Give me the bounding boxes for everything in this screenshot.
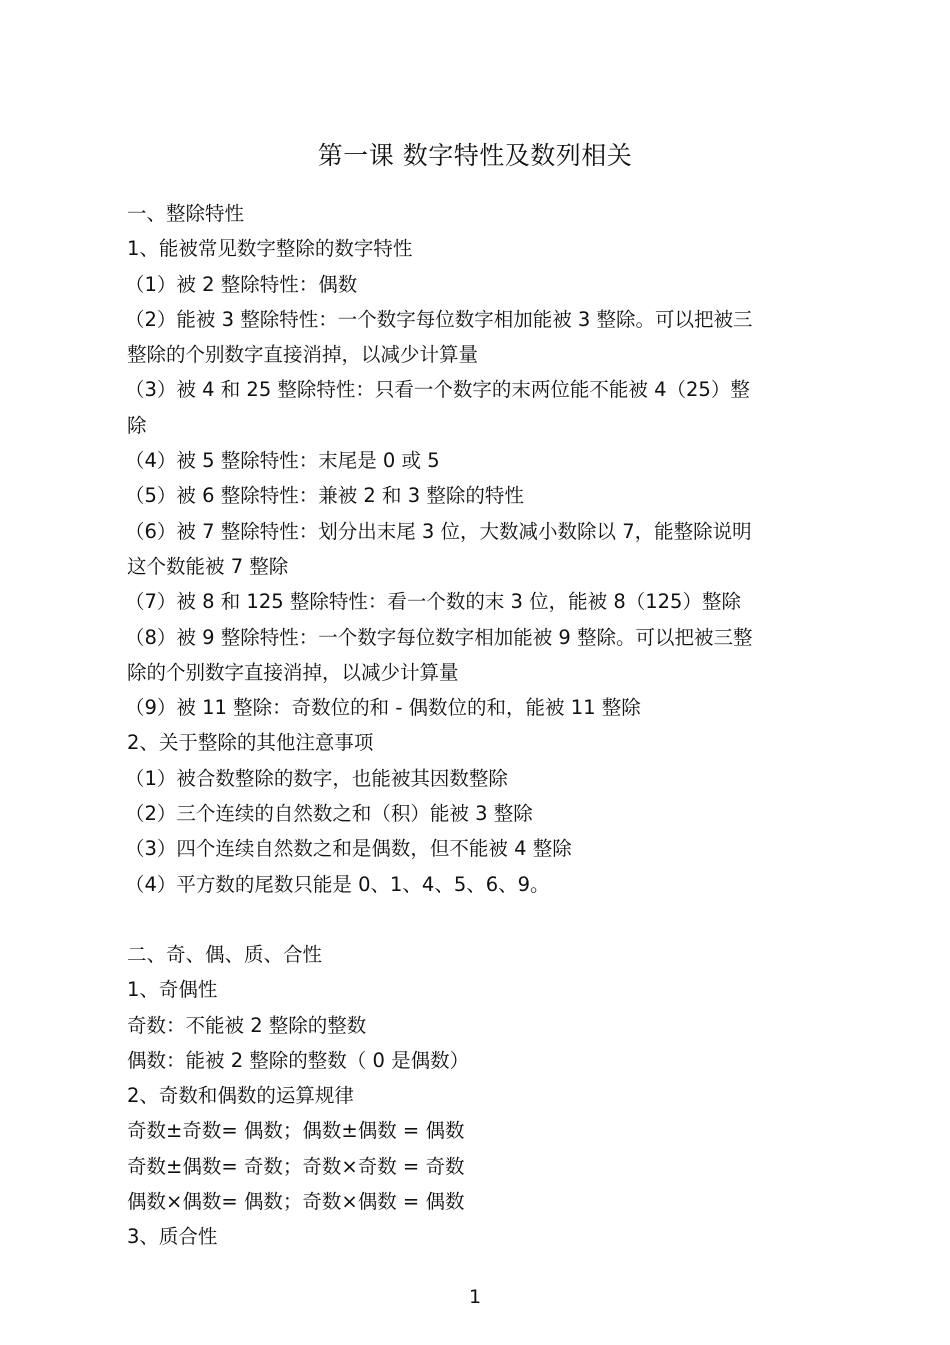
text-line: 奇数：不能被 2 整除的整数 xyxy=(127,1013,367,1037)
subsection-heading-primality: 3、质合性 xyxy=(127,1225,218,1249)
subsection-heading-common-divisors: 1、能被常见数字整除的数字特性 xyxy=(127,237,413,261)
subsection-heading-parity: 1、奇偶性 xyxy=(127,978,218,1002)
text-line: （6）被 7 整除特性：划分出末尾 3 位，大数减小数除以 7，能整除说明 xyxy=(125,519,752,543)
page-number: 1 xyxy=(468,1286,482,1308)
text-line: （5）被 6 整除特性：兼被 2 和 3 整除的特性 xyxy=(125,484,524,508)
text-line: （1）被合数整除的数字，也能被其因数整除 xyxy=(125,766,508,790)
document-body xyxy=(127,196,837,1255)
text-line: （4）被 5 整除特性：末尾是 0 或 5 xyxy=(125,449,440,473)
subsection-heading-other-notes: 2、关于整除的其他注意事项 xyxy=(127,731,374,755)
text-line: 整除的个别数字直接消掉，以减少计算量 xyxy=(127,343,479,367)
page-title: 第一课 数字特性及数列相关 xyxy=(317,141,633,170)
text-line: （1）被 2 整除特性：偶数 xyxy=(125,272,358,296)
text-line: （3）被 4 和 25 整除特性：只看一个数字的末两位能不能被 4（25）整 xyxy=(125,378,750,402)
text-line: 奇数±偶数= 奇数；奇数×奇数 = 奇数 xyxy=(127,1154,465,1178)
text-line: 偶数×偶数= 偶数；奇数×偶数 = 偶数 xyxy=(127,1190,465,1214)
subsection-heading-parity-rules: 2、奇数和偶数的运算规律 xyxy=(127,1084,354,1108)
text-line: 这个数能被 7 整除 xyxy=(127,554,289,578)
text-line: （3）四个连续自然数之和是偶数，但不能被 4 整除 xyxy=(125,837,572,861)
text-line: （4）平方数的尾数只能是 0、1、4、5、6、9。 xyxy=(125,872,550,896)
text-line: （7）被 8 和 125 整除特性：看一个数的末 3 位，能被 8（125）整除 xyxy=(125,590,741,614)
text-line: （8）被 9 整除特性：一个数字每位数字相加能被 9 整除。可以把被三整 xyxy=(125,625,753,649)
section-heading-divisibility: 一、整除特性 xyxy=(127,202,245,225)
text-line: （9）被 11 整除：奇数位的和 - 偶数位的和，能被 11 整除 xyxy=(125,696,641,720)
section-heading-parity-primality: 二、奇、偶、质、合性 xyxy=(127,942,323,966)
text-line: （2）能被 3 整除特性：一个数字每位数字相加能被 3 整除。可以把被三 xyxy=(125,307,753,331)
text-line: （2）三个连续的自然数之和（积）能被 3 整除 xyxy=(125,802,533,826)
text-line: 除 xyxy=(127,413,147,437)
text-line: 奇数±奇数= 偶数；偶数±偶数 = 偶数 xyxy=(127,1119,465,1143)
text-line: 偶数：能被 2 整除的整数（ 0 是偶数） xyxy=(127,1048,470,1072)
text-line: 除的个别数字直接消掉，以减少计算量 xyxy=(127,660,459,684)
blank-line xyxy=(127,902,837,937)
